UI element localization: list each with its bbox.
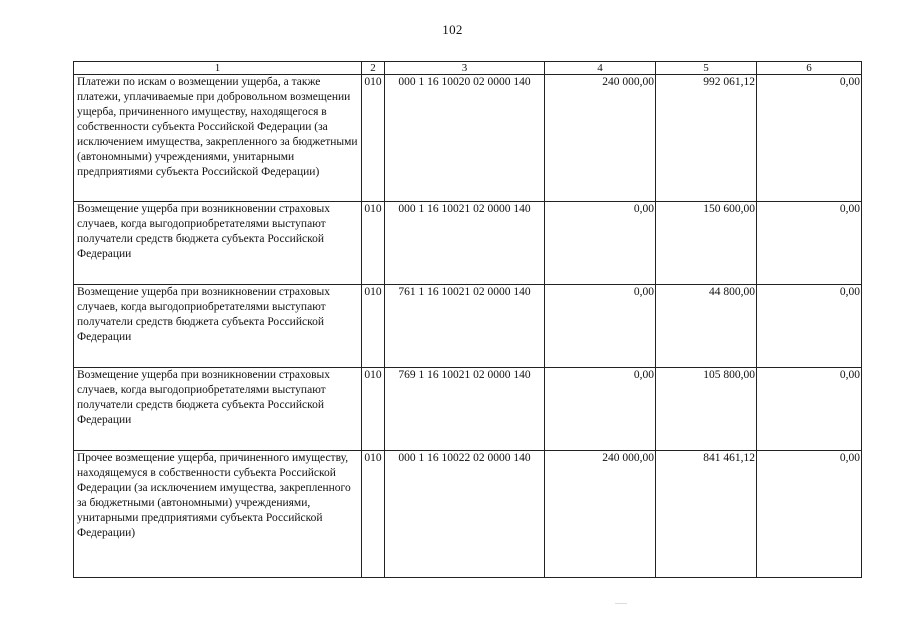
table-row (74, 285, 862, 368)
column-header-1: 1 (74, 62, 362, 75)
table-header (74, 62, 862, 75)
row-description: Возмещение ущерба при возникновении страховых случаев, когда выгодоприобретателями выступают получатели средств бюджета субъекта Российской Федерации (74, 285, 362, 368)
row-kbk-code: 000 1 16 10021 02 0000 140 (385, 202, 545, 285)
row-admin-code: 010 (362, 451, 385, 578)
row-admin-code: 010 (362, 75, 385, 202)
row-value-col6: 0,00 (757, 451, 862, 578)
row-value-col6: 0,00 (757, 75, 862, 202)
row-kbk-code: 000 1 16 10022 02 0000 140 (385, 451, 545, 578)
header-row (74, 62, 862, 75)
table-row (74, 75, 862, 202)
row-value-col5: 992 061,12 (656, 75, 757, 202)
row-value-col5: 105 800,00 (656, 368, 757, 451)
row-value-col6: 0,00 (757, 202, 862, 285)
row-admin-code: 010 (362, 285, 385, 368)
table-row (74, 451, 862, 578)
row-value-col4: 0,00 (545, 285, 656, 368)
row-kbk-code: 000 1 16 10020 02 0000 140 (385, 75, 545, 202)
row-admin-code: 010 (362, 368, 385, 451)
column-header-5: 5 (656, 62, 757, 75)
column-header-6: 6 (757, 62, 862, 75)
row-value-col5: 150 600,00 (656, 202, 757, 285)
row-value-col6: 0,00 (757, 368, 862, 451)
row-value-col5: 841 461,12 (656, 451, 757, 578)
column-header-4: 4 (545, 62, 656, 75)
table-row (74, 202, 862, 285)
page-number: 102 (442, 22, 463, 37)
row-value-col5: 44 800,00 (656, 285, 757, 368)
row-kbk-code: 761 1 16 10021 02 0000 140 (385, 285, 545, 368)
row-description: Прочее возмещение ущерба, причиненного имуществу, находящемуся в собственности субъекта Российской Федерации (за исключением имущества, закрепленного за бюджетными (автономными) учреждениями, унитарными предприятиями субъекта Российской Федерации) (74, 451, 362, 578)
scan-artifact (615, 603, 627, 604)
row-admin-code: 010 (362, 202, 385, 285)
column-header-2: 2 (362, 62, 385, 75)
row-description: Возмещение ущерба при возникновении страховых случаев, когда выгодоприобретателями выступают получатели средств бюджета субъекта Российской Федерации (74, 202, 362, 285)
column-header-3: 3 (385, 62, 545, 75)
row-value-col6: 0,00 (757, 285, 862, 368)
row-description: Возмещение ущерба при возникновении страховых случаев, когда выгодоприобретателями выступают получатели средств бюджета субъекта Российской Федерации (74, 368, 362, 451)
row-kbk-code: 769 1 16 10021 02 0000 140 (385, 368, 545, 451)
table-row (74, 368, 862, 451)
row-description: Платежи по искам о возмещении ущерба, а также платежи, уплачиваемые при добровольном возмещении ущерба, причиненного имуществу, находящегося в собственности субъекта Российской Федерации (за исключением имущества, закрепленного за бюджетными (автономными) учреждениями, унитарными предприятиями субъекта Российской Федерации) (74, 75, 362, 202)
row-value-col4: 240 000,00 (545, 451, 656, 578)
budget-revenue-table (73, 61, 862, 578)
row-value-col4: 240 000,00 (545, 75, 656, 202)
row-value-col4: 0,00 (545, 202, 656, 285)
row-value-col4: 0,00 (545, 368, 656, 451)
table-body (74, 75, 862, 578)
